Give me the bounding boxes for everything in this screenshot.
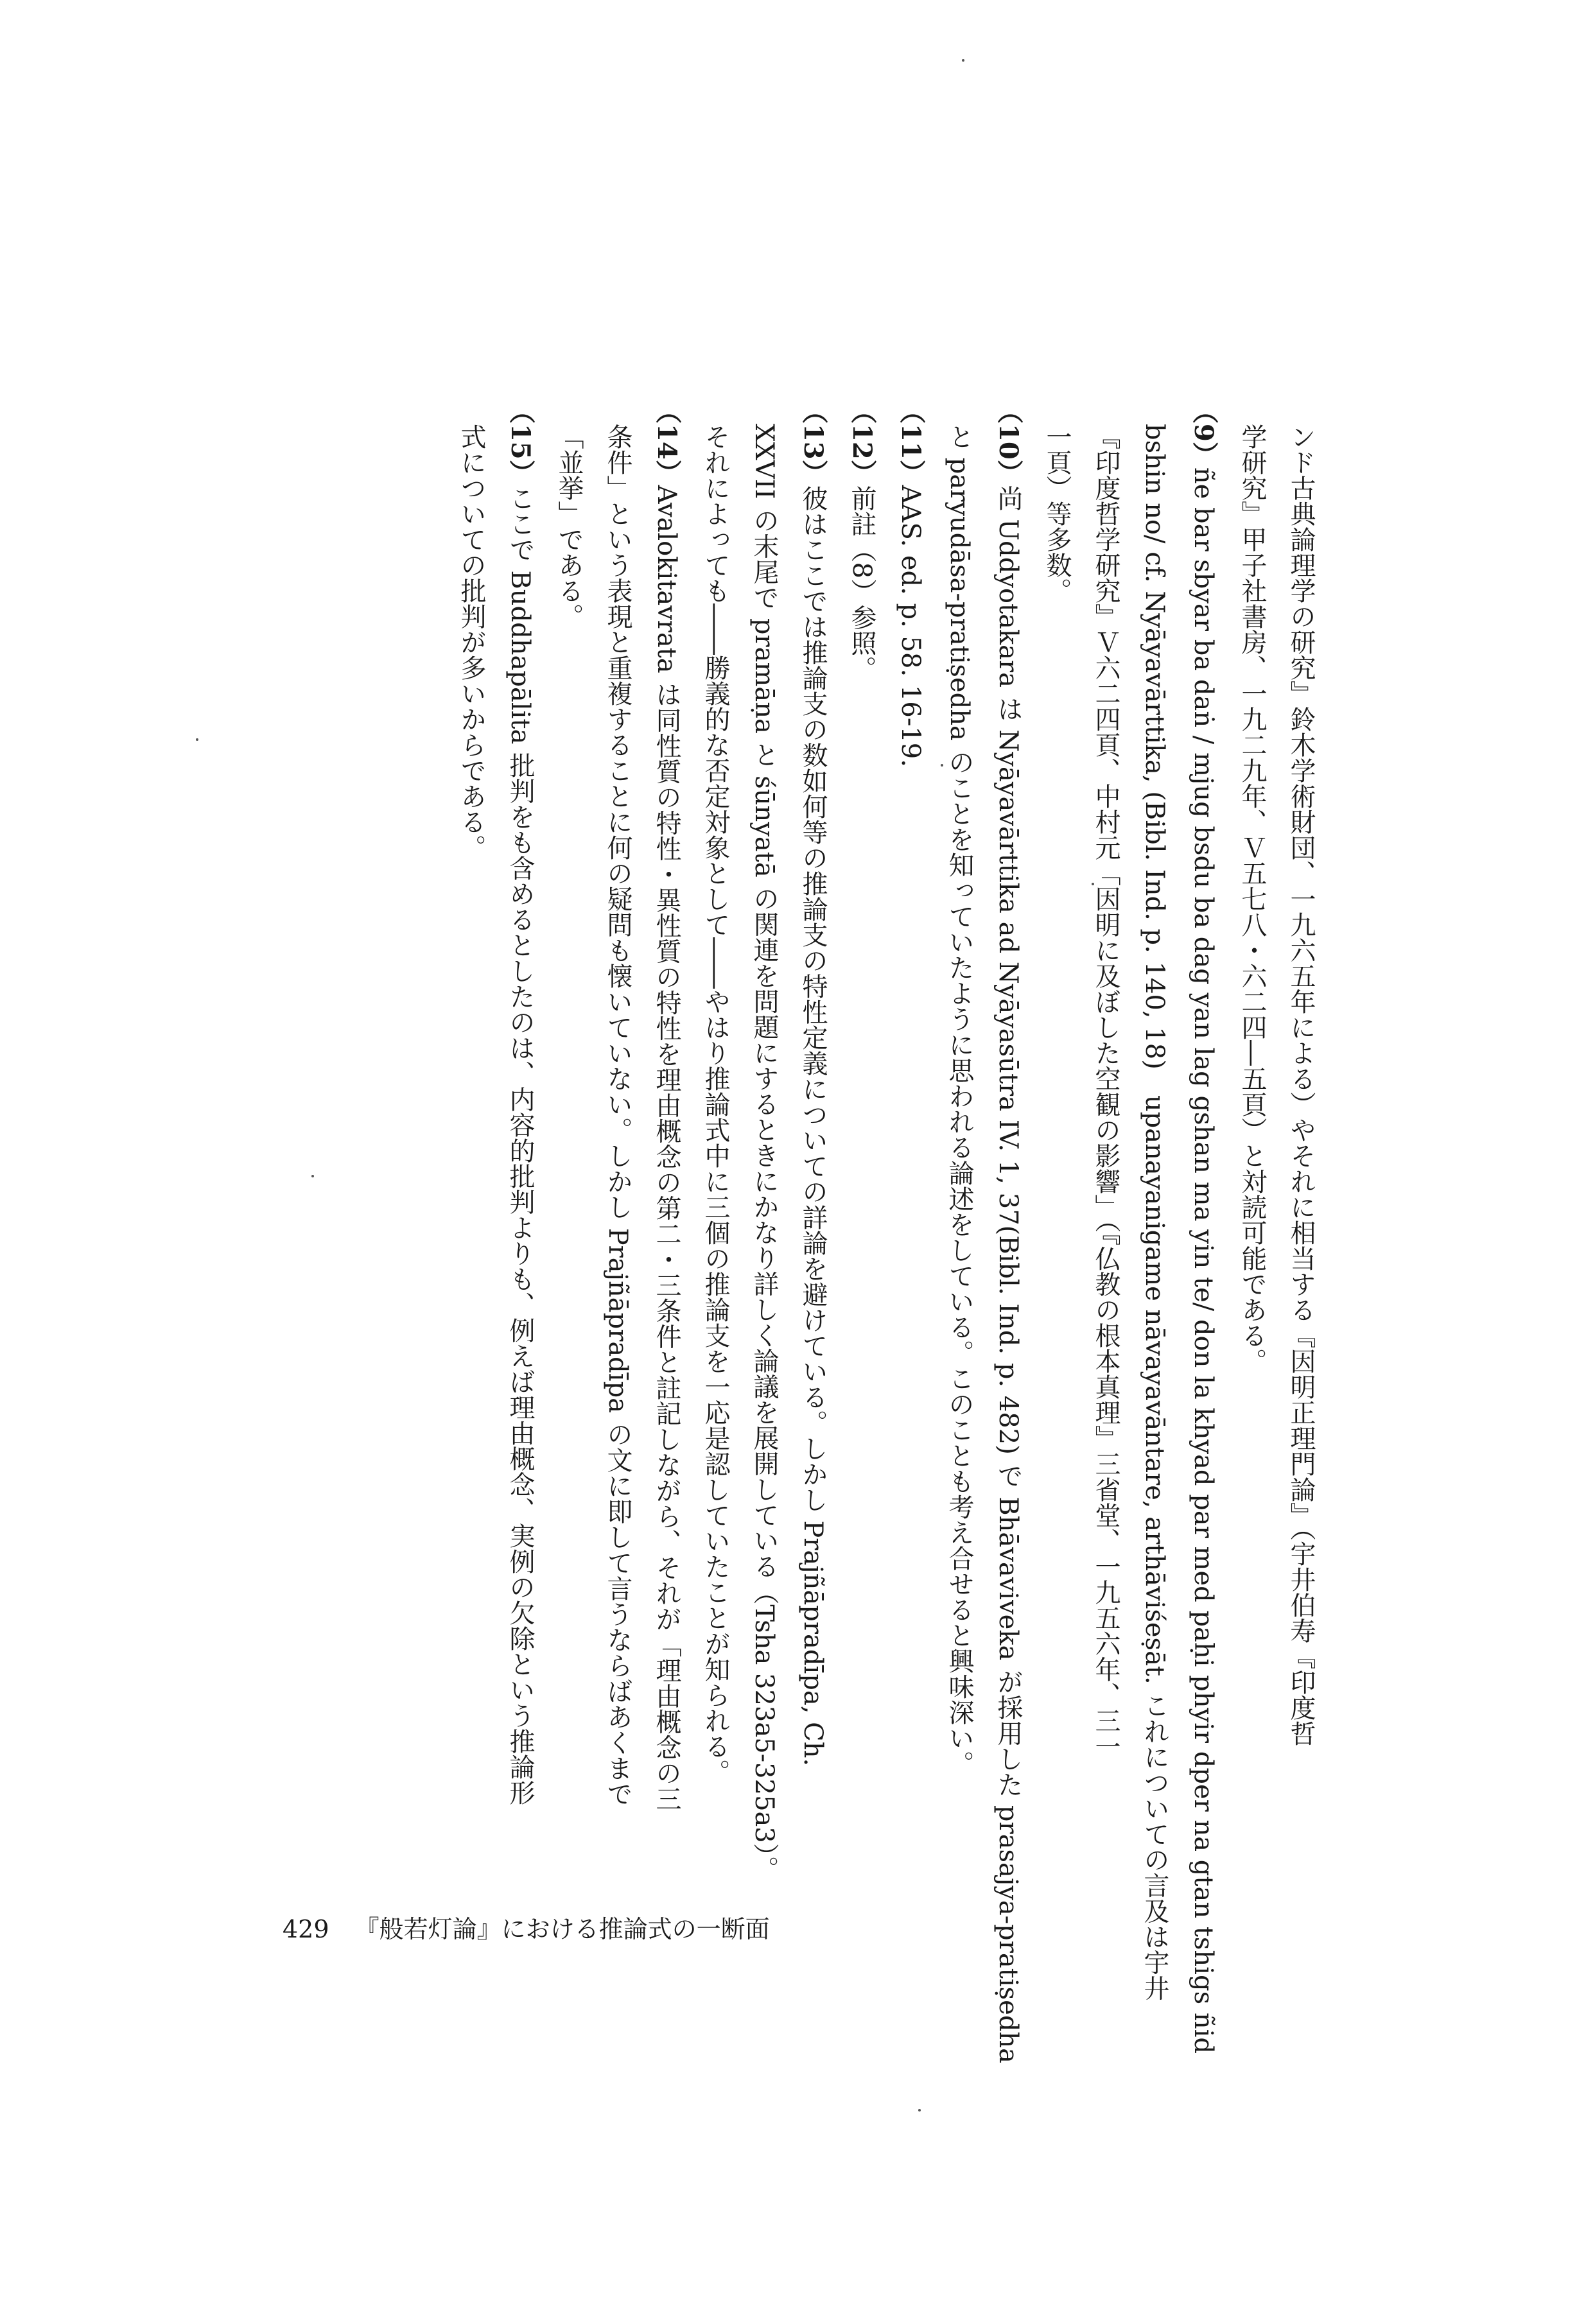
footnote-text: ここで Buddhapālita 批判をも含めるとしたのは、内容的批判よりも、例えば理由概念、実例の欠除という推論形 <box>505 485 535 1806</box>
footnote-line <box>1034 398 1080 1136</box>
footnote-number: （15） <box>505 398 536 485</box>
footnote-number: （13） <box>798 398 828 485</box>
footnote-line <box>497 398 543 1806</box>
scan-speck <box>918 2109 921 2112</box>
footnote-text: ñe bar sbyar ba daṅ / mjug bsdu ba dag yan lag gshan ma yin te/ don la khyad par med paḥi phyir dper na gtan tshigs ñid <box>1189 467 1218 2054</box>
footnote-text: 彼はここでは推論支の数如何等の推論支の特性定義についての詳論を避けている。しかし Prajñāpradīpa, Ch. <box>798 485 828 1767</box>
footnote-line <box>1278 398 1324 1746</box>
footnote-number: （9） <box>1189 398 1219 467</box>
footnote-line <box>985 398 1031 2064</box>
footnote-text: bshin no/ cf. Nyāyavārttika, (Bibl. Ind. p. 140, 18) upanayanigame nāvayavāntare, arthāviśeṣāt. これについての言及は宇井 <box>1140 424 1169 2001</box>
footnote-line <box>936 398 982 1776</box>
page-number: 429 <box>283 1915 329 1943</box>
running-footer <box>283 1910 1374 1948</box>
footnote-text: 『印度哲学研究』Ｖ六二四頁、中村元「因明に及ぼした空観の影響」（『仏教の根本真理』三省堂、一九五六年、三一 <box>1091 424 1120 1759</box>
footnote-text: と paryudāsa-pratiṣedha のことを知っていたように思われる論述をしている。このことも考え合せると興味深い。 <box>945 424 974 1776</box>
footnote-text: 前註（8）参照。 <box>847 485 876 682</box>
scan-speck <box>196 738 198 741</box>
footnote-text: Avalokitavrata は同性質の特性・異性質の特性を理由概念の第二・三条件と註記しながら、それが「理由概念の三 <box>652 485 681 1812</box>
footnote-line <box>595 398 641 1807</box>
footnote-number: （10） <box>993 398 1024 485</box>
footnote-text: ンド古典論理学の研究』鈴木学術財団、一九六五年による）やそれに相当する『因明正理門論』（宇井伯寿『印度哲 <box>1286 424 1316 1746</box>
footnote-text: 尚 Uddyotakara は Nyāyavārttika ad Nyāyasūtra IV. 1, 37(Bibl. Ind. p. 482) で Bhāvaviveka が採用した prasajya-pratiṣedha <box>993 485 1023 2064</box>
footnote-text: AAS. ed. p. 58. 16-19. <box>896 485 925 767</box>
footnote-text: XXVII の末尾で pramāṇa と śūnyatā の関連を問題にするときにかなり詳しく論議を展開している（Tsha 323a5-325a3）。 <box>749 424 779 1882</box>
footnote-line <box>1229 398 1275 1374</box>
footnote-line <box>741 398 787 1882</box>
article-title: 『般若灯論』における推論式の一断面 <box>354 1915 770 1943</box>
footnote-line <box>1180 398 1226 2054</box>
footnote-number: （11） <box>896 398 926 485</box>
footnote-text: それによっても――勝義的な否定対象として――やはり推論式中に三個の推論支を一応是認していたことが知られる。 <box>701 424 730 1785</box>
footnote-number: （14） <box>652 398 682 485</box>
scan-speck <box>962 59 964 62</box>
footnote-line <box>1131 398 1178 2001</box>
footnote-line <box>643 398 690 1812</box>
footnote-number: （12） <box>847 398 877 485</box>
footnote-text: 一頁）等多数。 <box>1042 424 1072 603</box>
footnote-line <box>692 398 738 1785</box>
footnote-text: 条件」という表現と重複することに何の疑問も懐いていない。しかし Prajñāpradīpa の文に即して言うならばあくまで <box>603 424 632 1807</box>
footnote-text: 学研究』甲子社書房、一九二九年、Ｖ五七八・六二四―五頁）と対読可能である。 <box>1237 424 1267 1374</box>
footnote-text: 式についての批判が多いからである。 <box>457 424 486 860</box>
footnote-line <box>790 398 836 1767</box>
footnote-line <box>1083 398 1129 1759</box>
footnote-line <box>546 398 592 1136</box>
footnote-line <box>887 398 934 1111</box>
scan-speck <box>311 1175 314 1177</box>
footnote-line <box>839 398 885 1111</box>
footnote-text: 「並挙」である。 <box>554 424 584 629</box>
footnote-line <box>448 398 494 1136</box>
